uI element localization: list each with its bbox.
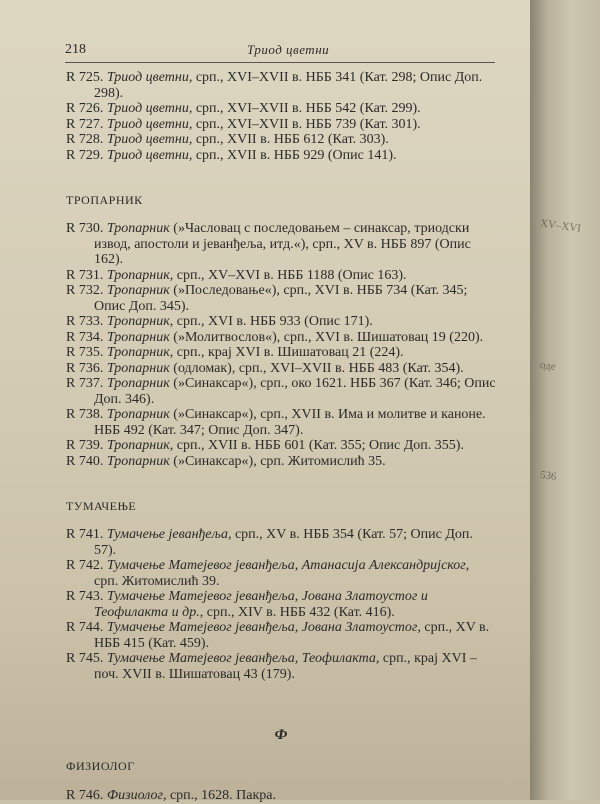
catalog-entry: R 725. Триод цветни, срп., XVI–XVII в. НББ 341 (Кат. 298; Опис Доп. 298). [66, 70, 483, 101]
catalog-entry: R 741. Тумачење јеванђеља, срп., XV в. НББ 354 (Кат. 57; Опис Доп. 57). [66, 527, 473, 558]
catalog-entry: R 726. Триод цветни, срп., XVI–XVII в. НББ 542 (Кат. 299). [66, 101, 421, 116]
entry-list-fiziolog [66, 788, 496, 804]
catalog-entry: R 743. Тумачење Матејевог јеванђеља, Јована Златоустог и Теофилакта и др., срп., XIV в. НББ 432 (Кат. 416). [66, 589, 428, 620]
bleed-text: оде [539, 358, 557, 374]
page-number: 218 [65, 42, 86, 57]
catalog-entry: R 733. Тропарник, срп., XVI в. НББ 933 (Опис 171). [66, 314, 373, 329]
entry-list-triod [66, 70, 496, 163]
catalog-entry: R 742. Тумачење Матејевог јеванђеља, Атанасија Александријског, срп. Житомислић 39. [66, 558, 470, 589]
catalog-entry: R 729. Триод цветни, срп., XVII в. НББ 929 (Опис 141). [66, 147, 397, 163]
catalog-entry: R 727. Триод цветни, срп., XVI–XVII в. НББ 739 (Кат. 301). [66, 116, 421, 132]
catalog-entry: R 734. Тропарник (»Молитвослов«), срп., XVI в. Шишатовац 19 (220). [66, 329, 484, 345]
catalog-entry: R 744. Тумачење Матејевог јеванђеља, Јована Златоустог, срп., XV в. НББ 415 (Кат. 459). [66, 620, 490, 651]
facing-page-edge [530, 0, 600, 800]
entry-list-troparnik [66, 221, 496, 469]
catalog-entry: R 731. Тропарник, срп., XV–XVI в. НББ 1188 (Опис 163). [66, 267, 407, 283]
catalog-entry: R 737. Тропарник (»Синаксар«), срп., око 1621. НББ 367 (Кат. 346; Опис Доп. 346). [66, 376, 496, 407]
catalog-entry: R 739. Тропарник, срп., XVII в. НББ 601 (Кат. 355; Опис Доп. 355). [66, 438, 464, 453]
bleed-text: XV–XVI [539, 217, 582, 235]
catalog-entry: R 735. Тропарник, срп., крај XVI в. Шишатовац 21 (224). [66, 345, 404, 360]
catalog-entry: R 738. Тропарник (»Синаксар«), срп., XVII в. Има и молитве и каноне. НББ 492 (Кат. 347; Опис Доп. 347). [66, 407, 486, 438]
section-heading-troparnik: ТРОПАРНИК [66, 193, 143, 207]
catalog-entry: R 746. Физиолог, срп., 1628. Пакра. [66, 788, 276, 803]
catalog-entry: R 740. Тропарник (»Синаксар«), срп. Житомислић 35. [66, 453, 386, 469]
section-letter: Ф [274, 727, 288, 743]
section-heading-fiziolog: ФИЗИОЛОГ [66, 759, 135, 773]
bleed-text: 536 [539, 468, 558, 484]
catalog-entry: R 730. Тропарник (»Часловац с последовањем – синаксар, триодски извод, апостоли и јеванђеља, итд.«), срп., XV в. НББ 897 (Опис 162). [66, 221, 471, 267]
running-head: Триод цветни [247, 42, 330, 57]
entry-list-tumachenje [66, 527, 496, 682]
catalog-entry: R 736. Тропарник (одломак), срп., XVI–XVII в. НББ 483 (Кат. 354). [66, 360, 464, 376]
page-content [66, 70, 496, 804]
catalog-entry: R 732. Тропарник (»Последовање«), срп., XVI в. НББ 734 (Кат. 345; Опис Доп. 345). [66, 283, 468, 314]
catalog-entry: R 728. Триод цветни, срп., XVII в. НББ 612 (Кат. 303). [66, 132, 389, 147]
catalog-entry: R 745. Тумачење Матејевог јеванђеља, Теофилакта, срп., крај XVI – поч. XVII в. Шишатовац 43 (179). [66, 651, 477, 682]
page-header [65, 42, 495, 63]
section-heading-tumachenje: ТУМАЧЕЊЕ [66, 499, 137, 513]
